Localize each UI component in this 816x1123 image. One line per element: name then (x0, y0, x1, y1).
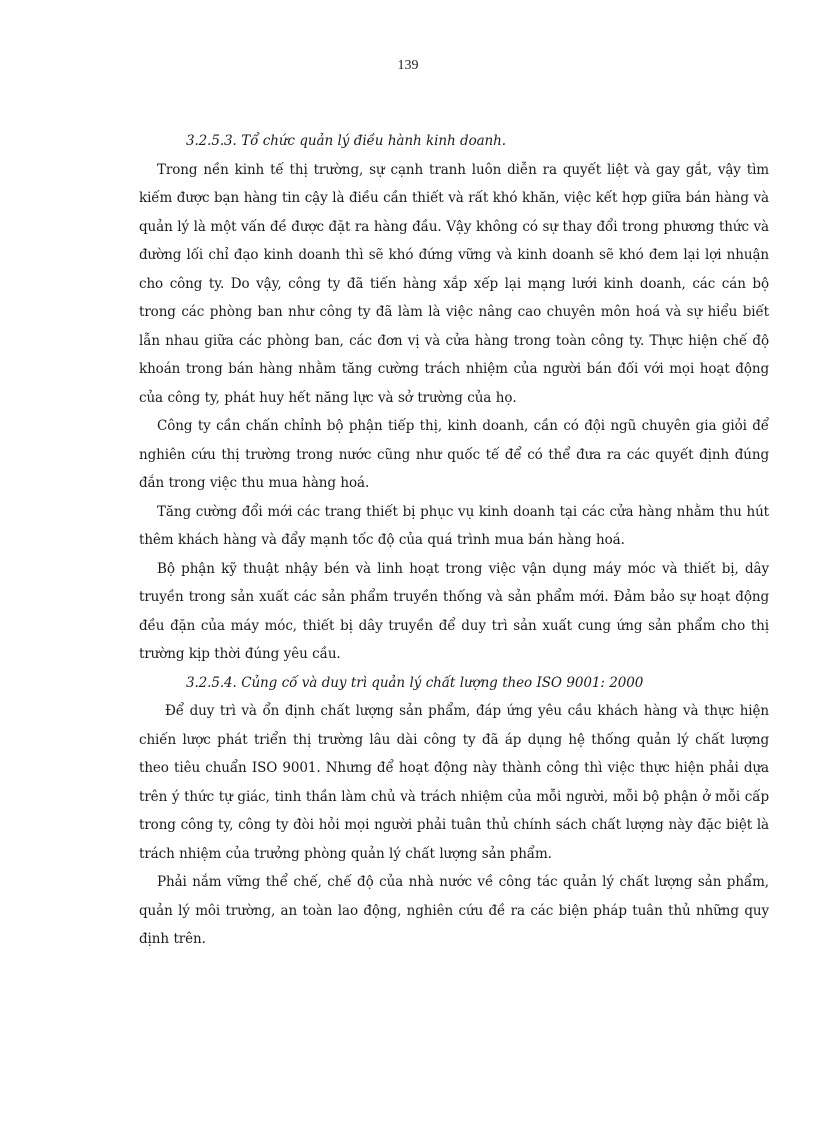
paragraph-equipment-renewal: Tăng cường đổi mới các trang thiết bị phục vụ kinh doanh tại các cửa hàng nhằm thu hút thêm khách hàng và đẩy mạnh tốc độ của quá trình mua bán hàng hoá. (139, 503, 769, 548)
page-number: 139 (397, 58, 419, 73)
section-heading-3-2-5-4: 3.2.5.4. Củng cố và duy trì quản lý chất lượng theo ISO 9001: 2000 (186, 674, 644, 691)
section-heading-3-2-5-3: 3.2.5.3. Tổ chức quản lý điều hành kinh doanh. (186, 133, 506, 149)
paragraph-technical-department: Bộ phận kỹ thuật nhậy bén và linh hoạt trong việc vận dụng máy móc và thiết bị, dây truyền trong sản xuất các sản phẩm truyền thống và sản phẩm mới. Đảm bảo sự hoạt động đều đặn của máy móc, thiết bị dây truyền để duy trì sản xuất cung ứng sản phẩm cho thị trường kịp thời đúng yêu cầu. (139, 560, 769, 662)
paragraph-marketing-team: Công ty cần chấn chỉnh bộ phận tiếp thị, kinh doanh, cần có đội ngũ chuyên gia giỏi để nghiên cứu thị trường trong nước cũng như quốc tế để có thể đưa ra các quyết định đúng đắn trong việc thu mua hàng hoá. (139, 418, 769, 491)
paragraph-state-regulations: Phải nắm vững thể chế, chế độ của nhà nước về công tác quản lý chất lượng sản phẩm, quản lý môi trường, an toàn lao động, nghiên cứu đề ra các biện pháp tuân thủ những quy định trên. (139, 874, 769, 947)
page-content (139, 127, 769, 954)
paragraph-management-restructuring: Trong nền kinh tế thị trường, sự cạnh tranh luôn diễn ra quyết liệt và gay gắt, vậy tìm kiếm được bạn hàng tin cậy là điều cần thiết và rất khó khăn, việc kết hợp giữa bán hàng và quản lý là một vấn đề được đặt ra hàng đầu. Vậy không có sự thay đổi trong phương thức và đường lối chỉ đạo kinh doanh thì sẽ khó đứng vững và kinh doanh sẽ khó đem lại lợi nhuận cho công ty. Do vậy, công ty đã tiến hàng xắp xếp lại mạng lưới kinh doanh, các cán bộ trong các phòng ban như công ty đã làm là việc nâng cao chuyên môn hoá và sự hiểu biết lẫn nhau giữa các phòng ban, các đơn vị và cửa hàng trong toàn công ty. Thực hiện chế độ khoán trong bán hàng nhằm tăng cường trách nhiệm của người bán đối với mọi hoạt động của công ty, phát huy hết năng lực và sở trường của họ. (139, 161, 769, 406)
paragraph-iso-quality-system: Để duy trì và ổn định chất lượng sản phẩm, đáp ứng yêu cầu khách hàng và thực hiện chiến lược phát triển thị trường lâu dài công ty đã áp dụng hệ thống quản lý chất lượng theo tiêu chuẩn ISO 9001. Nhưng để hoạt động này thành công thì việc thực hiện phải dựa trên ý thức tự giác, tinh thần làm chủ và trách nhiệm của mỗi người, mỗi bộ phận ở mỗi cấp trong công ty, công ty đòi hỏi mọi người phải tuân thủ chính sách chất lượng này đặc biệt là trách nhiệm của trưởng phòng quản lý chất lượng sản phẩm. (139, 703, 769, 862)
